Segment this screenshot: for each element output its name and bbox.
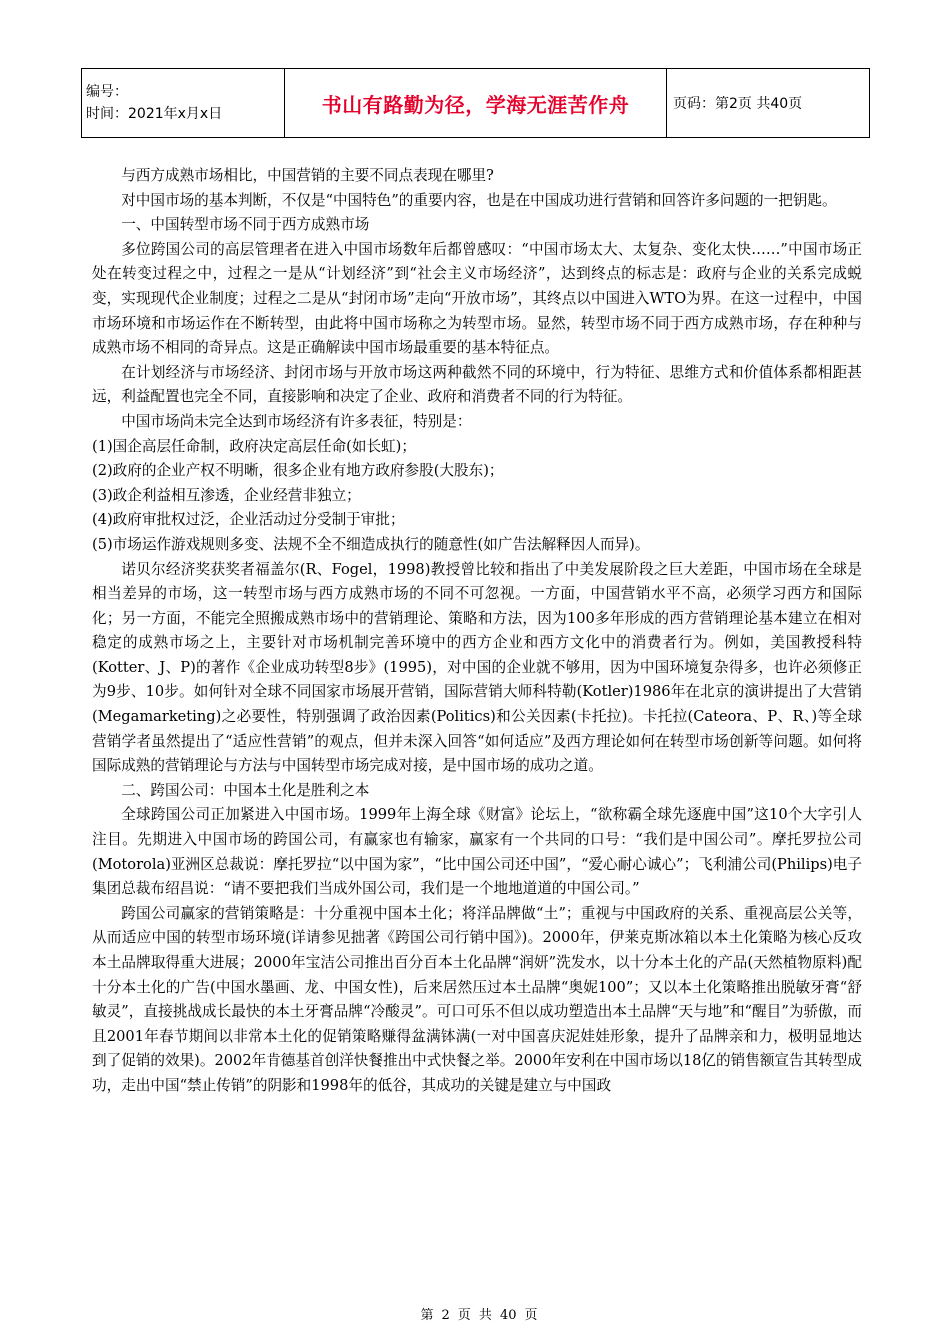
header-meta: [82, 69, 285, 138]
paragraph: 一、中国转型市场不同于西方成熟市场: [121, 216, 370, 234]
header-motto: 书山有路勤为径，学海无涯苦作舟: [285, 69, 667, 138]
footer-middle: 页 共: [457, 1308, 492, 1323]
paragraph: (3)政企利益相互渗透，企业经营非独立；: [92, 486, 361, 504]
header-table: [81, 68, 870, 138]
paragraph: 在计划经济与市场经济、封闭市场与开放市场这两种截然不同的环境中，行为特征、思维方式和价值体系都相距甚远，利益配置也完全不同，直接影响和决定了企业、政府和消费者不同的行为特征。: [92, 363, 862, 406]
footer-page: 2: [441, 1308, 450, 1323]
paragraph: 中国市场尚未完全达到市场经济有许多表征，特别是：: [121, 412, 472, 430]
paragraph: (1)国企高层任命制，政府决定高层任命(如长虹)；: [92, 437, 416, 455]
header-page-number: 页码：第2页 共40页: [667, 69, 870, 138]
footer-total: 40: [499, 1308, 517, 1323]
document-number: 编号：: [86, 84, 128, 100]
paragraph: (2)政府的企业产权不明晰，很多企业有地方政府参股(大股东)；: [92, 462, 504, 480]
document-date: 时间：2021年x月x日: [86, 106, 223, 122]
footer-suffix: 页: [524, 1308, 538, 1323]
paragraph: 跨国公司赢家的营销策略是：十分重视中国本土化；将洋品牌做“土”；重视与中国政府的关系、重视高层公关等，从而适应中国的转型市场环境(详请参见拙著《跨国公司行销中国》)。2000年，伊莱克斯冰箱以本土化策略为核心反攻本土品牌取得重大进展；2000年宝洁公司推出百分百本土化品牌“润妍”洗发水，以十分本土化的产品(天然植物原料)配十分本土化的广告(中国水墨画、龙、中国女性)，后来居然压过本土品牌“奥妮100”；又以本土化策略推出脱敏牙膏“舒敏灵”，直接挑战成长最快的本土牙膏品牌“冷酸灵”。可口可乐不但以成功塑造出本土品牌“天与地”和“醒目”为骄傲，而且2001年春节期间以非常本土化的促销策略赚得盆满钵满(一对中国喜庆泥娃娃形象，提升了品牌亲和力，极明显地达到了促销的效果)。2002年肯德基首创洋快餐推出中式快餐之举。2000年安利在中国市场以18亿的销售额宣告其转型成功，走出中国“禁止传销”的阴影和1998年的低谷，其成功的关键是建立与中国政: [92, 904, 862, 1094]
paragraph: 诺贝尔经济奖获奖者福盖尔(R、Fogel，1998)教授曾比较和指出了中美发展阶段之巨大差距，中国市场在全球是相当差异的市场，这一转型市场与西方成熟市场的不同不可忽视。一方面，中国营销水平不高，必须学习西方和国际化；另一方面，不能完全照搬成熟市场中的营销理论、策略和方法，因为100多年形成的西方营销理论基本建立在相对稳定的成熟市场之上，主要针对市场机制完善环境中的西方企业和西方文化中的消费者行为。例如，美国教授科特(Kotter、J、P)的著作《企业成功转型8步》(1995)，对中国的企业就不够用，因为中国环境复杂得多，也许必须修正为9步、10步。如何针对全球不同国家市场展开营销，国际营销大师科特勒(Kotler)1986年在北京的演讲提出了大营销(Megamarketing)之必要性，特别强调了政治因素(Politics)和公关因素(卡托拉)。卡托拉(Cateora、P、R、)等全球营销学者虽然提出了“适应性营销”的观点，但并未深入回答“如何适应”及西方理论如何在转型市场创新等问题。如何将国际成熟的营销理论与方法与中国转型市场完成对接，是中国市场的成功之道。: [92, 560, 862, 775]
paragraph: (4)政府审批权过泛，企业活动过分受制于审批；: [92, 511, 405, 529]
paragraph: 对中国市场的基本判断，不仅是“中国特色”的重要内容，也是在中国成功进行营销和回答许多问题的一把钥匙。: [121, 191, 837, 209]
page-footer: [0, 1304, 950, 1323]
paragraph: 与西方成熟市场相比，中国营销的主要不同点表现在哪里?: [121, 167, 494, 184]
document-body: [92, 164, 862, 1099]
paragraph: (5)市场运作游戏规则多变、法规不全不细造成执行的随意性(如广告法解释因人而异)。: [92, 535, 650, 553]
paragraph: 多位跨国公司的高层管理者在进入中国市场数年后都曾感叹：“中国市场太大、太复杂、变化太快……”中国市场正处在转变过程之中，过程之一是从“计划经济”到“社会主义市场经济”，达到终点的标志是：政府与企业的关系完成蜕变，实现现代企业制度；过程之二是从“封闭市场”走向“开放市场”，其终点以中国进入WTO为界。在这一过程中，中国市场环境和市场运作在不断转型，由此将中国市场称之为转型市场。显然，转型市场不同于西方成熟市场，存在种种与成熟市场不相同的奇异点。这是正确解读中国市场最重要的基本特征点。: [92, 240, 862, 357]
paragraph: 全球跨国公司正加紧进入中国市场。1999年上海全球《财富》论坛上，“欲称霸全球先逐鹿中国”这10个大字引人注目。先期进入中国市场的跨国公司，有赢家也有输家，赢家有一个共同的口号：“我们是中国公司”。摩托罗拉公司(Motorola)亚洲区总裁说：摩托罗拉“以中国为家”，“比中国公司还中国”，“爱心耐心诚心”；飞利浦公司(Philips)电子集团总裁布绍昌说：“请不要把我们当成外国公司，我们是一个地地道道的中国公司。”: [92, 806, 862, 898]
footer-prefix: 第: [420, 1308, 434, 1323]
paragraph: 二、跨国公司：中国本土化是胜利之本: [121, 781, 370, 799]
